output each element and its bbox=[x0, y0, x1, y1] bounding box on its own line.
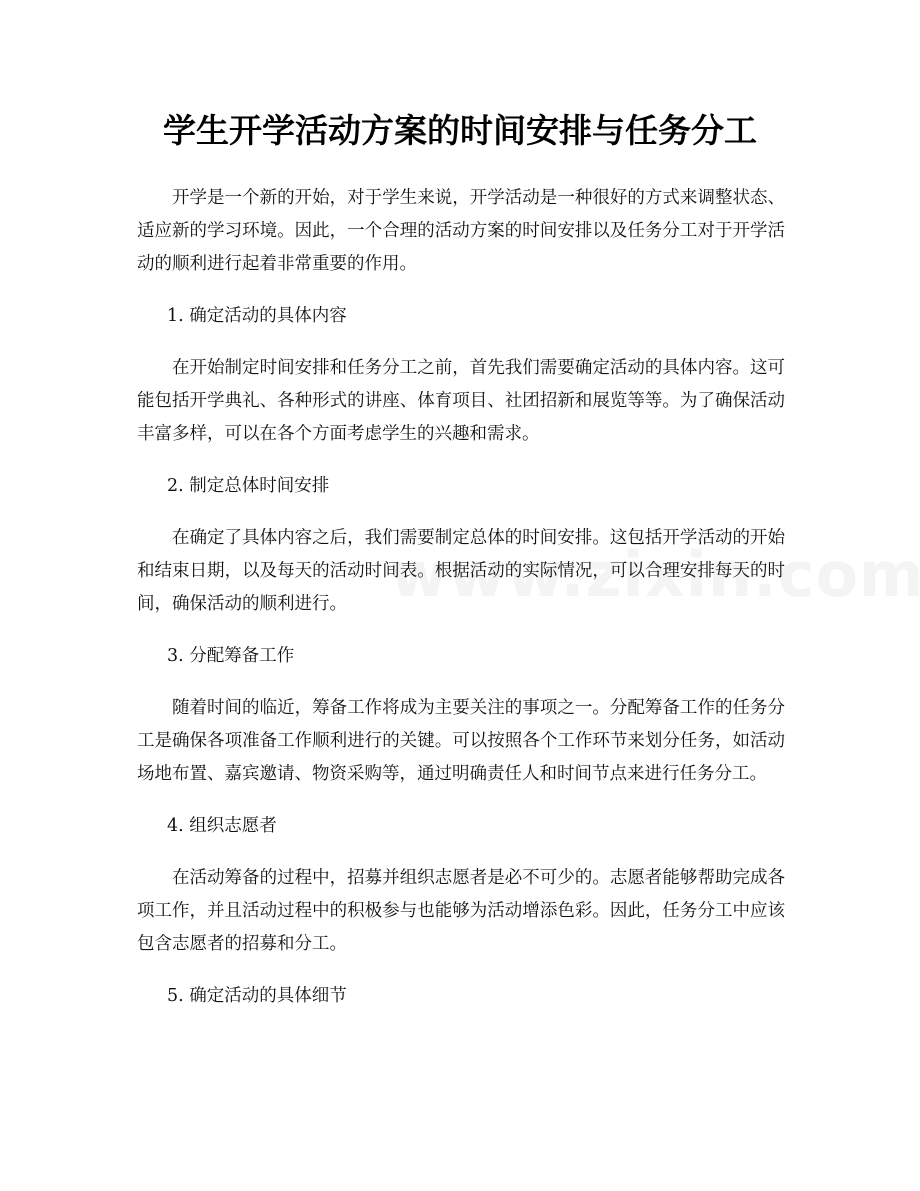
section-heading-1: 1. 确定活动的具体内容 bbox=[167, 306, 347, 326]
section-heading-5: 5. 确定活动的具体细节 bbox=[167, 986, 347, 1006]
section-body-1: 在开始制定时间安排和任务分工之前，首先我们需要确定活动的具体内容。这可能包括开学典礼、各种形式的讲座、体育项目、社团招新和展览等等。为了确保活动丰富多样，可以在各个方面考虑学生的兴趣和需求。 bbox=[137, 358, 785, 444]
intro-paragraph: 开学是一个新的开始，对于学生来说，开学活动是一种很好的方式来调整状态、适应新的学习环境。因此，一个合理的活动方案的时间安排以及任务分工对于开学活动的顺利进行起着非常重要的作用。 bbox=[137, 188, 785, 274]
section-body-3: 随着时间的临近，筹备工作将成为主要关注的事项之一。分配筹备工作的任务分工是确保各项准备工作顺利进行的关键。可以按照各个工作环节来划分任务，如活动场地布置、嘉宾邀请、物资采购等，通过明确责任人和时间节点来进行任务分工。 bbox=[137, 698, 785, 784]
section-body-2: 在确定了具体内容之后，我们需要制定总体的时间安排。这包括开学活动的开始和结束日期，以及每天的活动时间表。根据活动的实际情况，可以合理安排每天的时间，确保活动的顺利进行。 bbox=[137, 528, 785, 614]
document-body bbox=[137, 182, 785, 1032]
section-heading-4: 4. 组织志愿者 bbox=[167, 816, 277, 836]
section-heading-3: 3. 分配筹备工作 bbox=[167, 646, 295, 666]
section-heading-2: 2. 制定总体时间安排 bbox=[167, 476, 330, 496]
document-title: 学生开学活动方案的时间安排与任务分工 bbox=[163, 111, 757, 150]
section-body-4: 在活动筹备的过程中，招募并组织志愿者是必不可少的。志愿者能够帮助完成各项工作，并且活动过程中的积极参与也能够为活动增添色彩。因此，任务分工中应该包含志愿者的招募和分工。 bbox=[137, 868, 785, 954]
